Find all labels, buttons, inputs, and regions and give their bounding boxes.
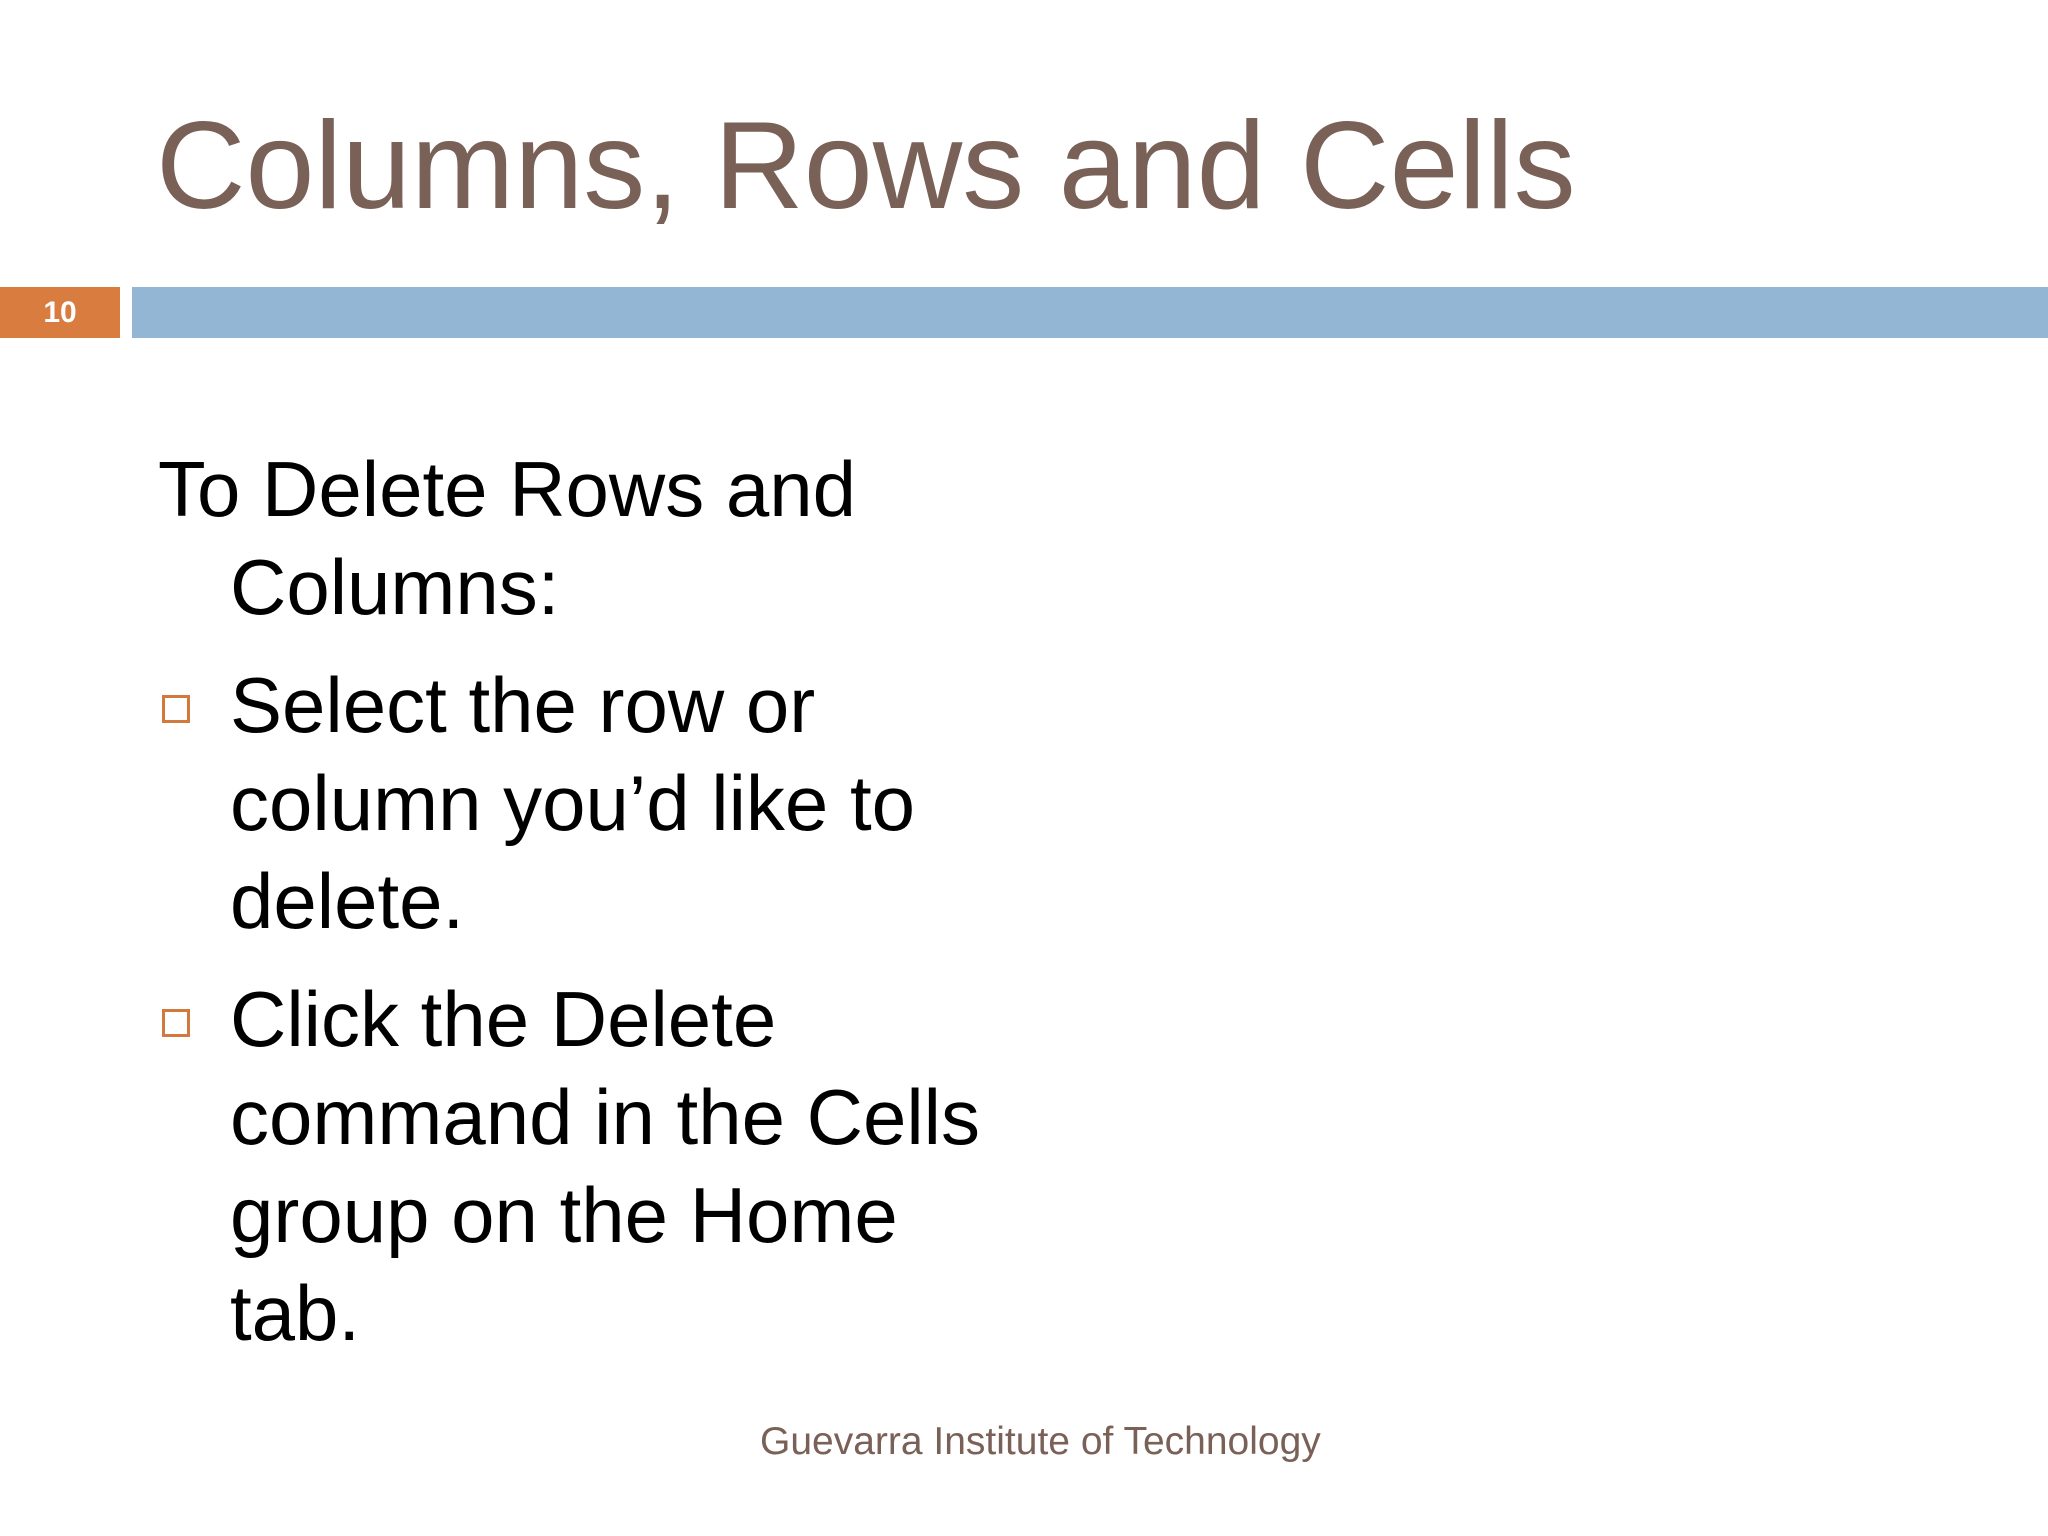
content-intro: To Delete Rows and Columns: [158,445,857,631]
hollow-square-bullet-icon [162,1009,190,1037]
bullet-item [158,656,1038,950]
bullet-item [158,970,1038,1362]
slide-title: Columns, Rows and Cells [156,97,1576,235]
slide-footer: Guevarra Institute of Technology [760,1420,1321,1463]
hollow-square-bullet-icon [162,695,190,723]
slide-number-badge: 10 [0,287,120,338]
slide-content [158,440,1038,1382]
bullet-text: Click the Delete command in the Cells group on the Home tab. [230,975,980,1357]
title-divider-bar [132,287,2048,338]
bullet-text: Select the row or column you’d like to delete. [230,661,916,945]
